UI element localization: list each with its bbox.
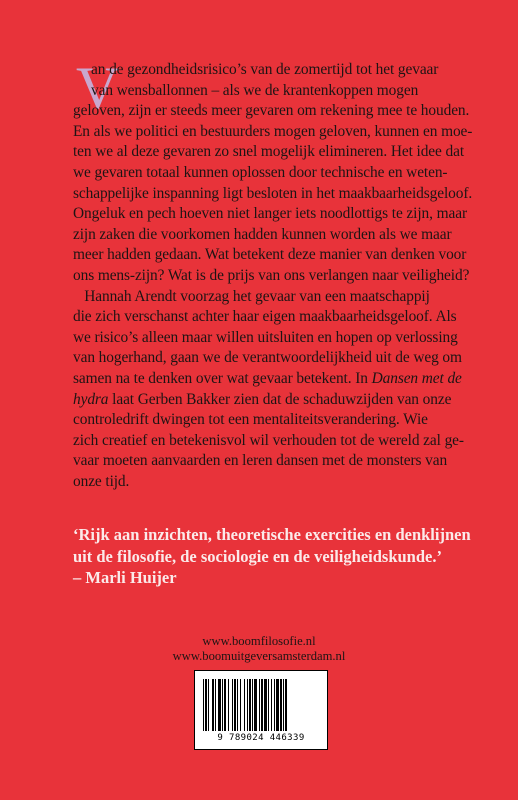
- quote-line: ‘Rijk aan inzichten, theoretische exercities en denklijnen: [73, 525, 471, 544]
- barcode-bar: [203, 679, 204, 731]
- blurb-line: geloven, zijn er steeds meer gevaren om rekening mee te houden.: [73, 102, 470, 120]
- barcode-bar: [283, 679, 284, 731]
- blurb-line: En als we politici en bestuurders mogen geloven, kunnen en moe-: [73, 122, 473, 140]
- barcode-bar: [237, 679, 238, 731]
- barcode-bar: [271, 679, 272, 731]
- barcode-bar: [268, 679, 269, 731]
- barcode-bar: [244, 679, 245, 731]
- barcode: [194, 670, 328, 750]
- barcode-bar: [247, 679, 248, 731]
- blurb-line: [73, 390, 473, 411]
- blurb-line: controledrift dwingen tot een mentaliteitsverandering. Wie: [73, 411, 428, 429]
- review-quote: [73, 524, 493, 589]
- blurb-line: van wensballonnen – als we de krantenkoppen mogen: [91, 81, 419, 99]
- barcode-bar: [215, 679, 216, 731]
- barcode-bar: [212, 679, 214, 731]
- barcode-bar: [264, 679, 267, 731]
- blurb-line: Hannah Arendt voorzag het gevaar van een maatschappij: [73, 287, 430, 305]
- blurb-text-segment: laat Gerben Bakker zien dat de schaduwzijden van onze: [108, 390, 452, 408]
- isbn-number: 9 789024 446339: [217, 733, 305, 743]
- blurb-line: onze tijd.: [73, 472, 130, 490]
- publisher-urls: [0, 634, 518, 664]
- barcode-bar: [254, 679, 257, 731]
- barcode-bar: [249, 679, 251, 731]
- barcode-bar: [205, 679, 207, 731]
- barcode-bar: [252, 679, 253, 731]
- blurb-line: schappelijke inspanning ligt besloten in het maakbaarheidsgeloof.: [73, 184, 473, 202]
- barcode-bar: [274, 679, 275, 731]
- blurb-line: meer hadden gedaan. Wat betekent deze manier van denken voor: [73, 246, 467, 264]
- blurb-line: we gevaren totaal kunnen oplossen door technische en weten-: [73, 163, 448, 181]
- barcode-bar: [259, 679, 260, 731]
- barcode-bar: [208, 679, 209, 731]
- barcode-bar: [228, 679, 229, 731]
- book-title-italic: Dansen met de: [371, 369, 462, 387]
- blurb-line: zijn zaken die voorkomen hadden kunnen worden als we maar: [73, 225, 452, 243]
- barcode-bar: [261, 679, 263, 731]
- barcode-bar: [224, 679, 226, 731]
- blurb-line: Ongeluk en pech hoeven niet langer iets noodlottigs te zijn, maar: [73, 205, 467, 223]
- blurb-text-segment: samen na te denken over wat gevaar betekent. In: [73, 369, 372, 387]
- barcode-bar: [234, 679, 236, 731]
- book-title-italic: hydra: [73, 390, 109, 408]
- barcode-bars: [201, 679, 321, 731]
- quote-attribution: – Marli Huijer: [73, 568, 177, 587]
- blurb-line: die zich verschanst achter haar eigen maakbaarheidsgeloof. Als: [73, 308, 457, 326]
- barcode-bar: [218, 679, 221, 731]
- blurb-line: we risico’s alleen maar willen uitsluiten en hopen op verlossing: [73, 328, 458, 346]
- drop-cap-letter: V: [76, 55, 120, 121]
- blurb-line: [73, 369, 473, 390]
- blurb-line: van hogerhand, gaan we de verantwoordelijkheid uit de weg om: [73, 349, 462, 367]
- url-boomuitgevers[interactable]: www.boomuitgeversamsterdam.nl: [172, 649, 346, 663]
- blurb-line: an de gezondheidsrisico’s van de zomertijd tot het gevaar: [91, 61, 439, 78]
- barcode-bar: [240, 679, 241, 731]
- blurb-text: [73, 55, 473, 492]
- quote-line: uit de filosofie, de sociologie en de veiligheidskunde.’: [73, 546, 442, 566]
- barcode-bar: [222, 679, 223, 731]
- url-boomfilosofie[interactable]: www.boomfilosofie.nl: [202, 634, 316, 648]
- barcode-bar: [285, 679, 287, 731]
- barcode-bar: [276, 679, 279, 731]
- blurb-line: ten we al deze gevaren zo snel mogelijk elimineren. Het idee dat: [73, 143, 465, 161]
- barcode-bar: [232, 679, 233, 731]
- blurb-line: zich creatief en betekenisvol wil verhouden tot de wereld zal ge-: [73, 431, 464, 449]
- blurb-line: ons mens-zijn? Wat is de prijs van ons verlangen naar veiligheid?: [73, 266, 470, 284]
- barcode-bar: [280, 679, 282, 731]
- blurb-line: vaar moeten aanvaarden en leren dansen met de monsters van: [73, 452, 448, 470]
